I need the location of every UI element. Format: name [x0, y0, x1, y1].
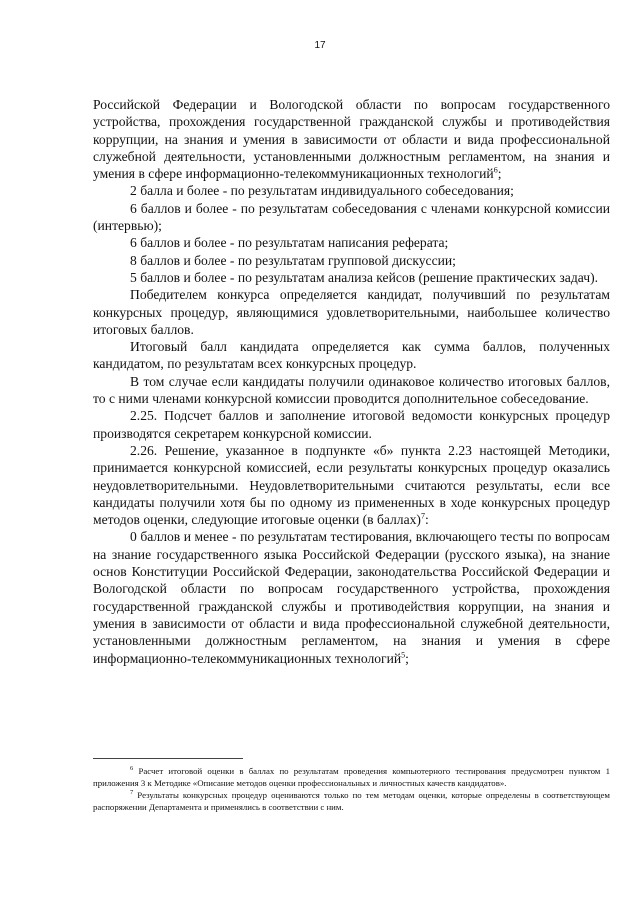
paragraph-text: Российской Федерации и Вологодской области по вопросам государственного устройства, прохождения государственной гражданской службы и противодействия коррупции, на знания и умения в зависимости от области и вида профессиональной служебной деятельности, установленными должностным регламентом, на знания и умения в сфере информационно-телекоммуникационных технологий [93, 97, 610, 182]
page-number: 17 [314, 40, 326, 51]
footnote-text: Результаты конкурсных процедур оцениваются только по тем методам оценки, которые определены в соответствующем распоряжении Департамента и применялись в соответствии с ним. [93, 790, 610, 812]
footnote [93, 766, 610, 789]
paragraph: 2 балла и более - по результатам индивидуального собеседования; [130, 183, 514, 199]
paragraph: Победителем конкурса определяется кандидат, получивший по результатам конкурсных процедур, являющимися удовлетворительными, наибольшее количество итоговых баллов. [93, 287, 610, 337]
footnote-divider [93, 758, 243, 759]
body-text [93, 96, 610, 667]
paragraph-tail: ; [405, 650, 409, 666]
paragraph [93, 442, 610, 528]
paragraph: 6 баллов и более - по результатам собеседования с членами конкурсной комиссии (интервью); [93, 200, 610, 234]
paragraph [93, 528, 610, 666]
paragraph: 2.25. Подсчет баллов и заполнение итоговой ведомости конкурсных процедур производятся секретарем конкурсной комиссии. [93, 408, 610, 441]
paragraph: Итоговый балл кандидата определяется как сумма баллов, полученных кандидатом, по результатам всех конкурсных процедур. [93, 339, 610, 372]
footnote-mark: 6 [130, 765, 134, 773]
paragraph-tail: : [424, 512, 429, 528]
paragraph-text: 0 баллов и менее - по результатам тестирования, включающего тесты по вопросам на знание государственного языка Российской Федерации (русского языка), на знание основ Конституции Российской Федерации, законодательства Российской Федерации и Вологодской области по вопросам государственного устройства, прохождения государственной гражданской службы и противодействия коррупции, на знания и умения в зависимости от области и вида профессиональной служебной деятельности, установленными должностным регламентом, на знания и умения в сфере информационно-телекоммуникационных технологий [93, 529, 610, 666]
footnote-ref: 6 [493, 165, 498, 175]
footnote-mark: 7 [130, 789, 134, 797]
paragraph [93, 96, 610, 182]
paragraph-tail: ; [497, 166, 502, 182]
paragraph: 8 баллов и более - по результатам групповой дискуссии; [130, 252, 456, 268]
paragraph: 6 баллов и более - по результатам написания реферата; [130, 235, 449, 251]
footnote [93, 790, 610, 813]
footnote-text: Расчет итоговой оценки в баллах по результатам проведения компьютерного тестирования предусмотрен пунктом 1 приложения 3 к Методике «Описание методов оценки профессиональных и личностных качеств кандидатов». [93, 766, 610, 788]
paragraph: В том случае если кандидаты получили одинаковое количество итоговых баллов, то с ними членами конкурсной комиссии проводится дополнительное собеседование. [93, 373, 610, 407]
footnotes [93, 766, 610, 814]
paragraph: 5 баллов и более - по результатам анализа кейсов (решение практических задач). [130, 269, 598, 285]
footnote-ref: 7 [420, 511, 425, 521]
footnote-ref: 5 [401, 649, 406, 659]
paragraph-text: 2.26. Решение, указанное в подпункте «б» пункта 2.23 настоящей Методики, принимается конкурсной комиссией, если результаты конкурсных процедур оказались неудовлетворительными. Неудовлетворительными считаются результаты, если все кандидаты получили хотя бы по одному из примененных в ходе конкурсных процедур методов оценки, следующие итоговые оценки (в баллах) [93, 442, 610, 528]
